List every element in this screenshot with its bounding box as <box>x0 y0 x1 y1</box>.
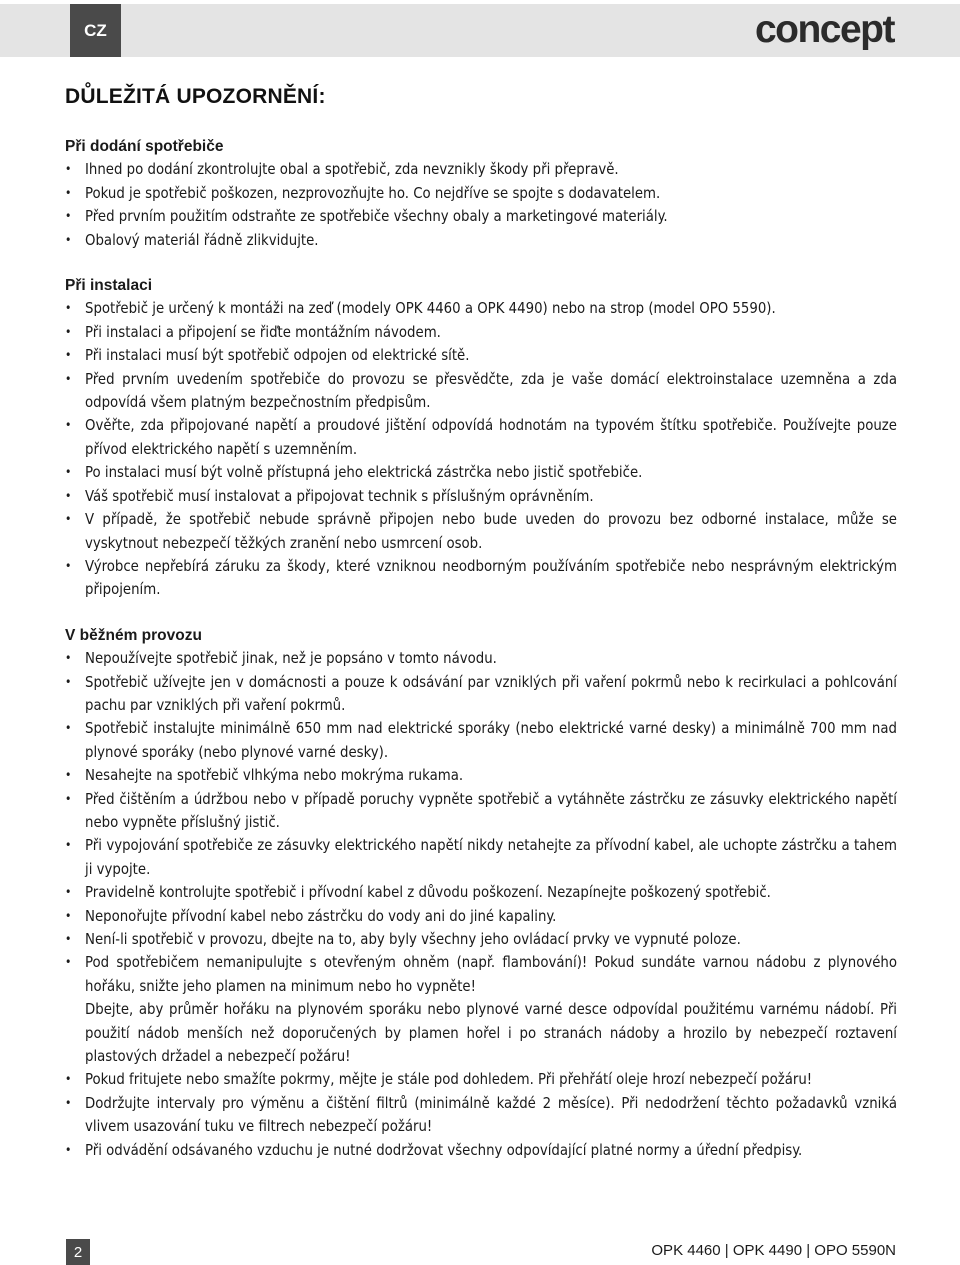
list-item: • Není-li spotřebič v provozu, dbejte na to, aby byly všechny jeho ovládací prvky ve vypnuté poloze. <box>65 931 741 948</box>
page-number: 2 <box>66 1239 90 1265</box>
list-item: • Spotřebič instalujte minimálně 650 mm nad elektrické sporáky (nebo elektrické varné desky) a minimálně 700 mm nad plynové sporáky (nebo plynové varné desky). <box>65 720 897 761</box>
section-normal-operation <box>65 624 897 1162</box>
list-item: • Po instalaci musí být volně přístupná jeho elektrická zástrčka nebo jistič spotřebiče. <box>65 464 643 482</box>
list-item: • Pod spotřebičem nemanipulujte s otevřeným ohněm (např. flambování)! Pokud sundáte varnou nádobu z plynového hořáku, snižte jeho plamen na minimum nebo ho vypněte! Dbejte, aby průměr hořáku na plynovém sporáku nebo plynové varné desce odpovídal použitému varnému nádobí. Při použití nádob menších než doporučených by plamen hořel i po stranách nádoby a hrozilo by nebezpečí roztavení plastových držadel a nebezpečí požáru! <box>65 951 897 1068</box>
bullet-list <box>65 647 897 1162</box>
list-item: • Váš spotřebič musí instalovat a připojovat technik s příslušným oprávněním. <box>65 487 594 505</box>
section-heading: Při dodání spotřebiče <box>65 138 224 155</box>
list-item: • Při instalaci a připojení se řiďte montážním návodem. <box>65 323 441 341</box>
list-item: • Při odvádění odsávaného vzduchu je nutné dodržovat všechny odpovídající platné normy a úřední předpisy. <box>65 1141 803 1159</box>
list-item: • Spotřebič je určený k montáži na zeď (modely OPK 4460 a OPK 4490) nebo na strop (model OPO 5590). <box>65 300 776 318</box>
list-item: • Před prvním použitím odstraňte ze spotřebiče všechny obaly a marketingové materiály. <box>65 208 668 226</box>
list-item: • Při vypojování spotřebiče ze zásuvky elektrického napětí nikdy netahejte za přívodní kabel, ale uchopte zástrčku a tahem ji vypojte. <box>65 837 897 878</box>
list-item: • Obalový materiál řádně zlikvidujte. <box>65 231 319 249</box>
language-badge: CZ <box>70 4 121 57</box>
document-content <box>65 85 897 1184</box>
list-item: • Dodržujte intervaly pro výměnu a čištění filtrů (minimálně každé 2 měsíce). Při nedodržení těchto požadavků vzniká vlivem usazování tuku ve filtrech nebezpečí požáru! <box>65 1094 897 1136</box>
list-item: • V případě, že spotřebič nebude správně připojen nebo bude uveden do provozu bez odborné instalace, může se vyskytnout nebezpečí těžkých zranění nebo usmrcení osob. <box>65 511 897 552</box>
list-item: • Před prvním uvedením spotřebiče do provozu se přesvědčte, zda je vaše domácí elektroinstalace uzemněna a zda odpovídá všem platným bezpečnostním předpisům. <box>65 370 897 412</box>
list-item: • Nepoužívejte spotřebič jinak, než je popsáno v tomto návodu. <box>65 650 497 668</box>
list-item: • Ihned po dodání zkontrolujte obal a spotřebič, zda nevznikly škody při přepravě. <box>65 161 619 179</box>
list-item: • Neponořujte přívodní kabel nebo zástrčku do vody ani do jiné kapaliny. <box>65 907 557 925</box>
list-item: • Před čištěním a údržbou nebo v případě poruchy vypněte spotřebič a vytáhněte zástrčku ze zásuvky elektrického napětí nebo vypněte příslušný jistič. <box>65 790 897 831</box>
list-item: • Pokud je spotřebič poškozen, nezprovozňujte ho. Co nejdříve se spojte s dodavatelem. <box>65 184 661 202</box>
bullet-list <box>65 158 897 252</box>
footer-models: OPK 4460 | OPK 4490 | OPO 5590N <box>651 1242 896 1259</box>
bullet-list <box>65 297 897 601</box>
list-item: • Pokud fritujete nebo smažíte pokrmy, mějte je stále pod dohledem. Při přehřátí oleje hrozí nebezpečí požáru! <box>65 1071 813 1089</box>
list-item: • Nesahejte na spotřebič vlhkýma nebo mokrýma rukama. <box>65 767 464 785</box>
brand-logo: concept <box>754 8 894 51</box>
list-item: • Výrobce nepřebírá záruku za škody, které vzniknou neodborným používáním spotřebiče nebo nesprávným elektrickým připojením. <box>65 557 897 599</box>
section-heading: Při instalaci <box>65 277 153 295</box>
page-title: DŮLEŽITÁ UPOZORNĚNÍ: <box>65 85 326 108</box>
list-item-continuation: Dbejte, aby průměr hořáku na plynovém sporáku nebo plynové varné desce odpovídal použitému varnému nádobí. Při použití nádob menších než doporučených by plamen hořel i po stranách nádoby a hrozilo by nebezpečí roztavení plastových držadel a nebezpečí požáru! <box>85 1001 897 1066</box>
section-installation <box>65 274 897 602</box>
list-item: • Ověřte, zda připojované napětí a proudové jištění odpovídá hodnotám na typovém štítku spotřebiče. Používejte pouze přívod elektrického napětí s uzemněním. <box>65 417 897 458</box>
section-delivery <box>65 135 897 252</box>
list-item: • Spotřebič užívejte jen v domácnosti a pouze k odsávání par vzniklých při vaření pokrmů nebo k recirkulaci a pohlcování pachu par vzniklých při vaření pokrmů. <box>65 673 897 714</box>
section-heading: V běžném provozu <box>65 626 202 644</box>
list-item: • Pravidelně kontrolujte spotřebič i přívodní kabel z důvodu poškození. Nezapínejte poškozený spotřebič. <box>65 884 771 902</box>
list-item: • Při instalaci musí být spotřebič odpojen od elektrické sítě. <box>65 347 470 365</box>
